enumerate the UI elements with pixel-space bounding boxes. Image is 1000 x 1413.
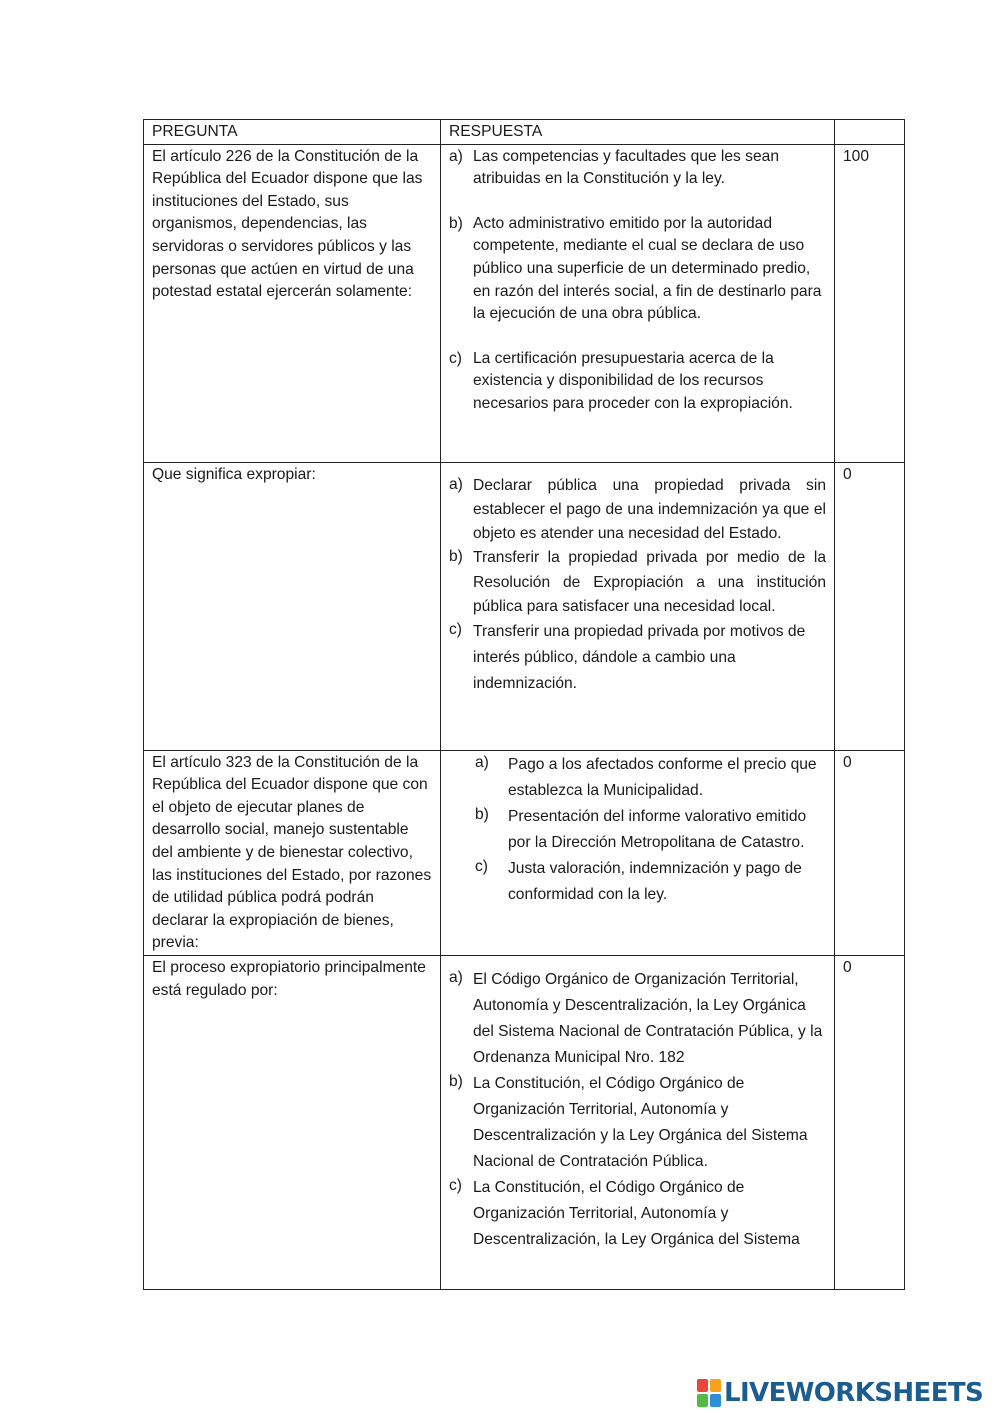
- option-marker: c): [475, 857, 488, 875]
- score-cell: 0: [835, 750, 905, 955]
- header-respuesta: RESPUESTA: [441, 120, 835, 145]
- option-text: Transferir una propiedad privada por motivos de interés público, dándole a cambio una indemnización.: [473, 623, 806, 693]
- liveworksheets-logo-icon: [697, 1379, 721, 1407]
- option-c[interactable]: [449, 619, 826, 697]
- score-cell: 100: [835, 144, 905, 462]
- option-a[interactable]: [475, 752, 826, 804]
- option-text: Acto administrativo emitido por la autoridad competente, mediante el cual se declara de uso público una superficie de un determinado predio, en razón del interés social, a fin de destinarlo para la ejecución de una obra pública.: [473, 214, 822, 323]
- option-marker: a): [449, 968, 463, 986]
- option-marker: b): [449, 1072, 463, 1090]
- option-marker: a): [475, 753, 489, 771]
- option-marker: b): [475, 805, 489, 823]
- option-b[interactable]: [475, 804, 826, 856]
- liveworksheets-brand[interactable]: [697, 1378, 983, 1408]
- option-c[interactable]: [475, 856, 826, 908]
- score-cell: 0: [835, 955, 905, 1289]
- question-row-4: [144, 955, 905, 1289]
- answer-cell: [441, 144, 835, 462]
- question-text: El artículo 226 de la Constitución de la República del Ecuador dispone que las instituciones del Estado, sus organismos, dependencias, las servidoras o servidores públicos y las personas que actúen en virtud de una potestad estatal ejercerán solamente:: [144, 144, 441, 462]
- question-row-2: [144, 462, 905, 750]
- option-b[interactable]: [449, 1071, 826, 1175]
- score-cell: 0: [835, 462, 905, 750]
- question-text: El proceso expropiatorio principalmente está regulado por:: [144, 955, 441, 1289]
- option-text: Declarar pública una propiedad privada sin establecer el pago de una indemnización ya que el objeto es atender una necesidad del Estado.: [473, 476, 826, 543]
- header-puntos: [835, 120, 905, 145]
- question-text: El artículo 323 de la Constitución de la República del Ecuador dispone que con el objeto de ejecutar planes de desarrollo social, manejo sustentable del ambiente y de bienestar colectivo, las instituciones del Estado, por razones de utilidad pública podrá podrán declarar la expropiación de bienes, previa:: [144, 750, 441, 955]
- option-a[interactable]: [449, 146, 826, 191]
- options-list: [449, 146, 826, 416]
- header-pregunta: PREGUNTA: [144, 120, 441, 145]
- option-b[interactable]: [449, 546, 826, 619]
- option-b[interactable]: [449, 213, 826, 326]
- option-text: Pago a los afectados conforme el precio que establezca la Municipalidad.: [508, 755, 817, 799]
- options-list: [475, 752, 826, 908]
- option-c[interactable]: [449, 1175, 826, 1253]
- question-row-1: [144, 144, 905, 462]
- options-list: [449, 474, 826, 698]
- brand-wordmark: LIVEWORKSHEETS: [724, 1378, 984, 1408]
- option-marker: c): [449, 621, 462, 639]
- question-text: Que significa expropiar:: [144, 462, 441, 750]
- option-marker: a): [449, 475, 463, 493]
- option-text: El Código Orgánico de Organización Territorial, Autonomía y Descentralización, la Ley Orgánica del Sistema Nacional de Contratación Pública, y la Ordenanza Municipal Nro. 182: [473, 970, 823, 1066]
- table-header-row: [144, 120, 905, 145]
- option-text: Transferir la propiedad privada por medio de la Resolución de Expropiación a una institución pública para satisfacer una necesidad local.: [473, 549, 826, 616]
- option-marker: b): [449, 548, 463, 566]
- option-text: La Constitución, el Código Orgánico de Organización Territorial, Autonomía y Descentralización, la Ley Orgánica del Sistema: [473, 1178, 800, 1248]
- option-c[interactable]: [449, 348, 826, 416]
- option-marker: b): [449, 214, 463, 232]
- question-row-3: [144, 750, 905, 955]
- option-a[interactable]: [449, 967, 826, 1071]
- answer-cell: [441, 750, 835, 955]
- option-marker: c): [449, 1176, 462, 1194]
- option-a[interactable]: [449, 474, 826, 547]
- answer-cell: [441, 462, 835, 750]
- options-list: [449, 967, 826, 1253]
- option-text: La Constitución, el Código Orgánico de Organización Territorial, Autonomía y Descentralización y la Ley Orgánica del Sistema Nacional de Contratación Pública.: [473, 1074, 808, 1170]
- option-text: Las competencias y facultades que les sean atribuidas en la Constitución y la ley.: [473, 147, 779, 188]
- option-text: Presentación del informe valorativo emitido por la Dirección Metropolitana de Catastro.: [508, 807, 807, 851]
- question-table: [143, 119, 905, 1290]
- option-marker: c): [449, 349, 462, 367]
- answer-cell: [441, 955, 835, 1289]
- option-marker: a): [449, 147, 463, 165]
- option-text: La certificación presupuestaria acerca de la existencia y disponibilidad de los recursos necesarios para proceder con la expropiación.: [473, 349, 793, 412]
- option-text: Justa valoración, indemnización y pago de conformidad con la ley.: [508, 859, 802, 903]
